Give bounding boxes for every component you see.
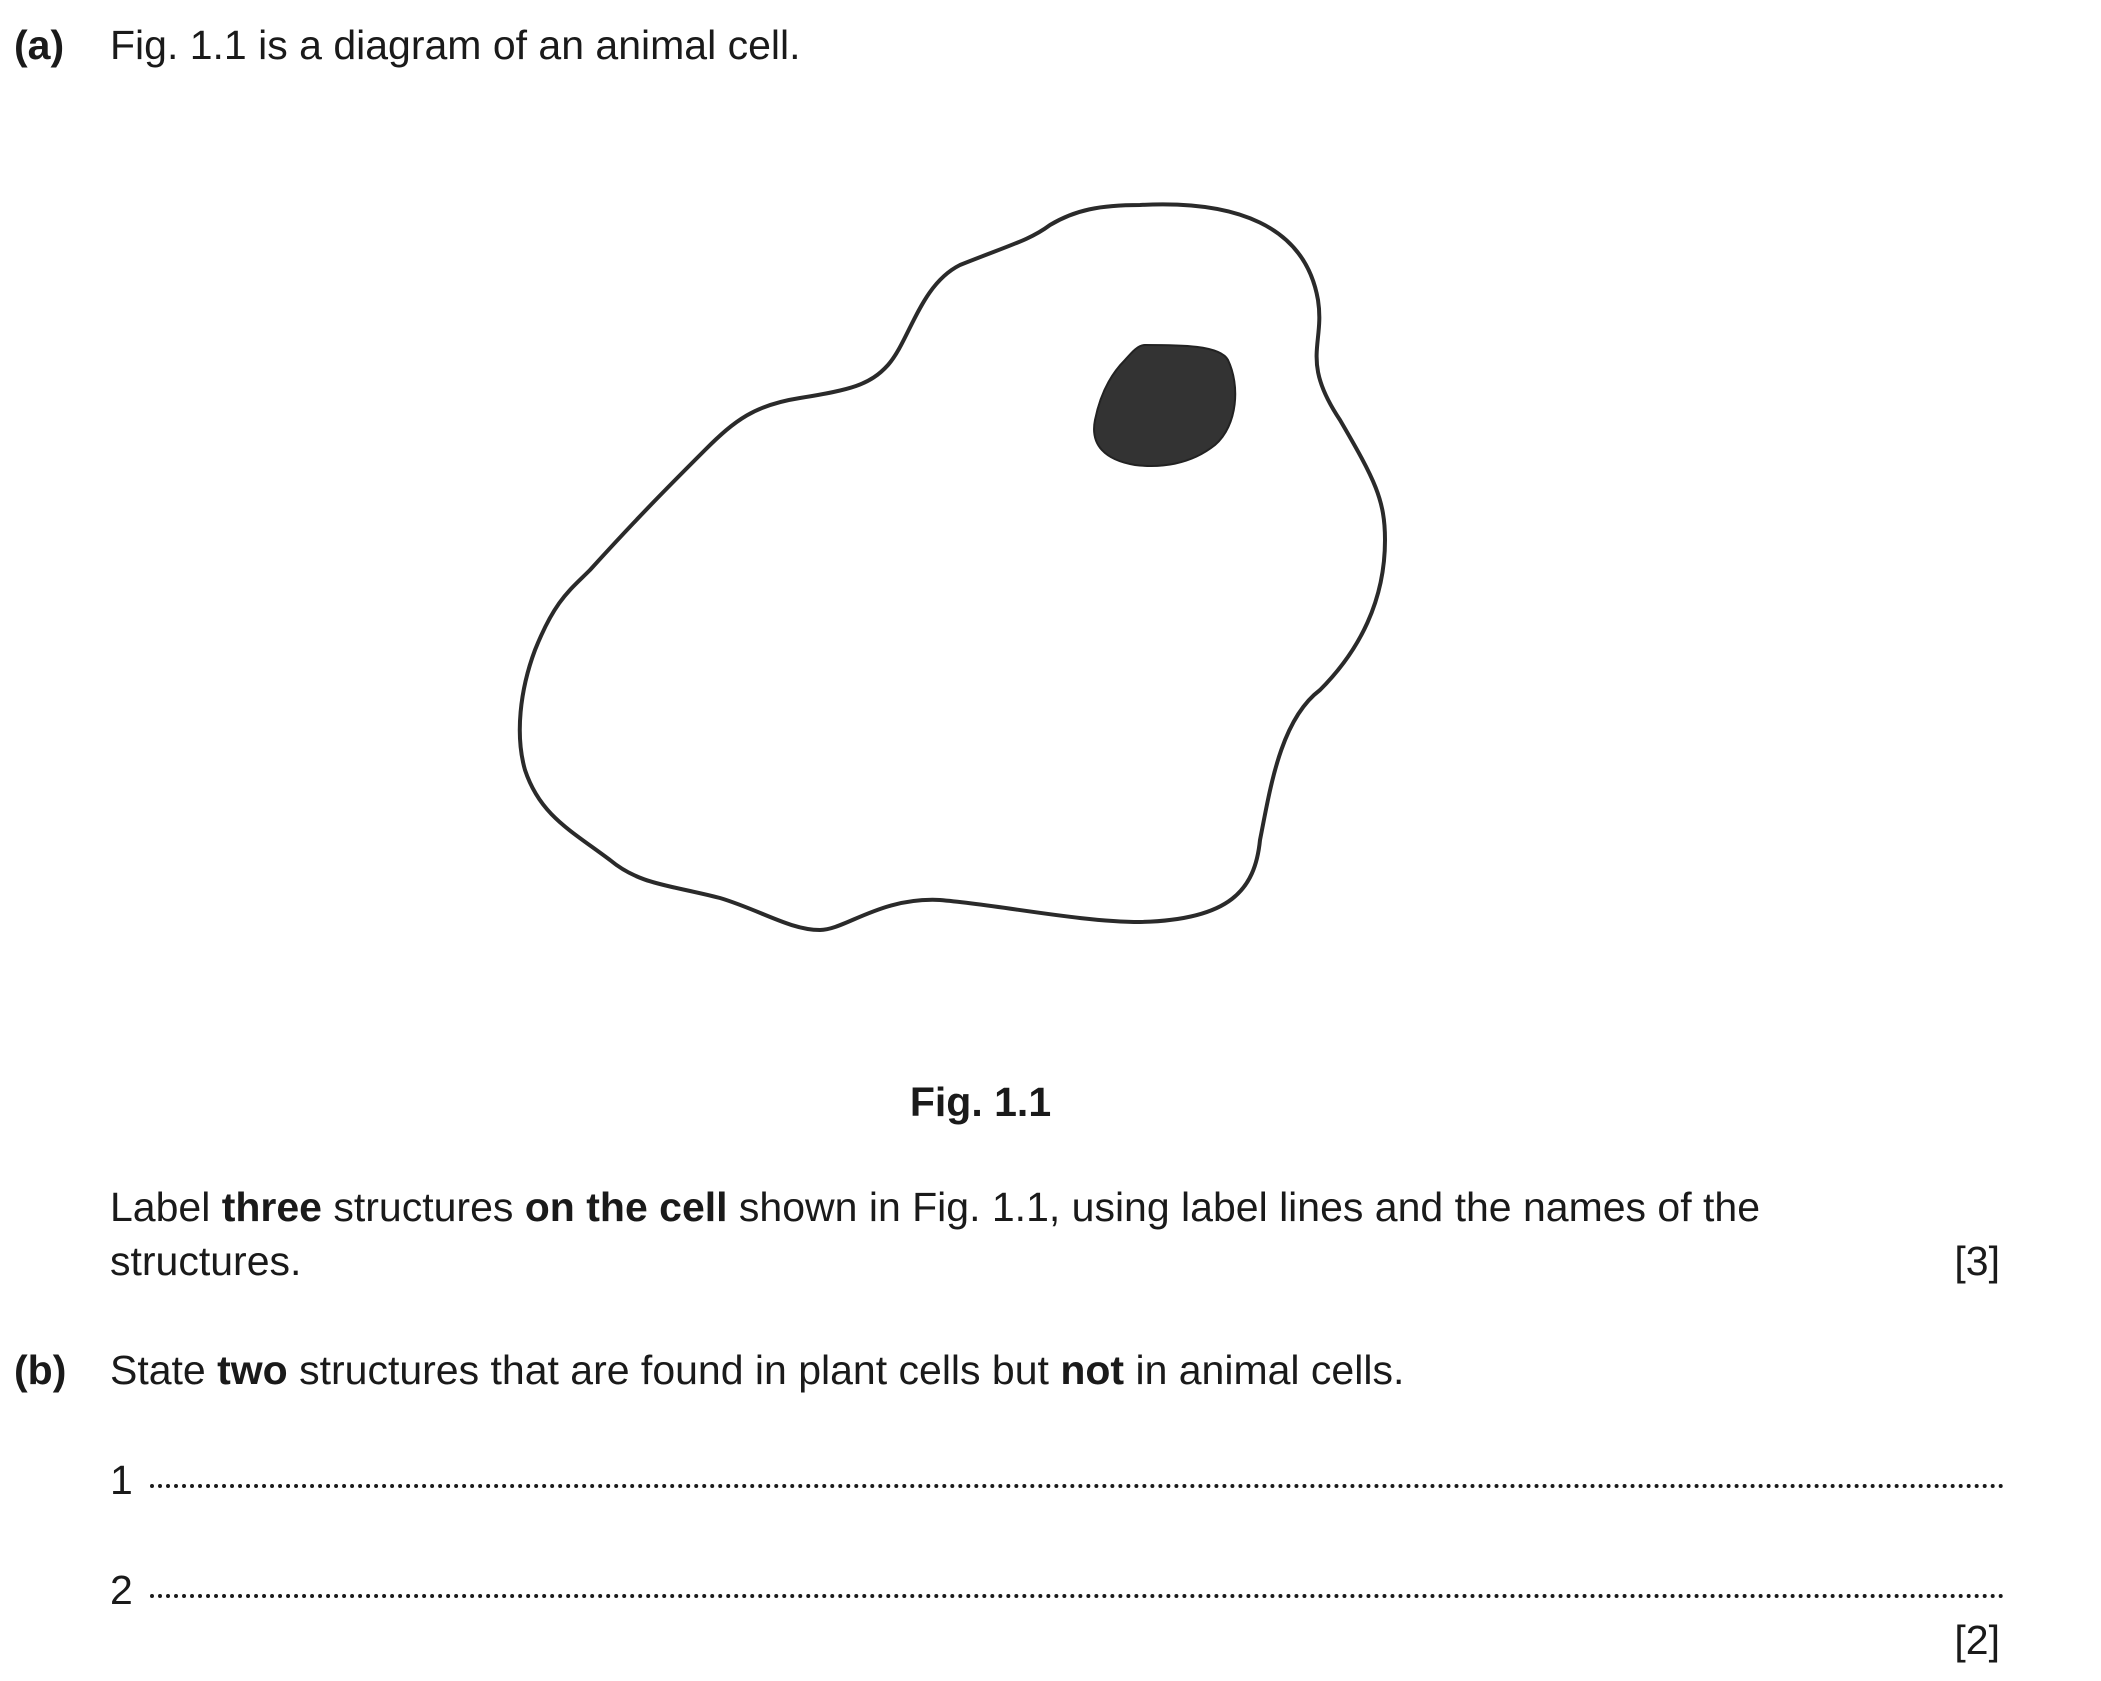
answer-line-2[interactable] — [110, 1565, 2005, 1615]
part-a-instruction-line1: Label three structures on the cell shown in Fig. 1.1, using label lines and the names of the — [110, 1184, 1760, 1230]
part-b-marks: [2] — [1954, 1617, 2000, 1663]
part-a-label: (a) — [14, 22, 65, 68]
part-a-marks: [3] — [1954, 1238, 2000, 1284]
nucleus — [1094, 345, 1235, 466]
answer-dotted-line-2[interactable] — [150, 1594, 2005, 1598]
figure-caption: Fig. 1.1 — [909, 1079, 1052, 1125]
cell-membrane-outline — [520, 204, 1385, 930]
part-a-instruction-line2: structures. — [110, 1238, 302, 1284]
part-b-label: (b) — [14, 1347, 67, 1393]
part-b-question: State two structures that are found in plant cells but not in animal cells. — [110, 1347, 1405, 1393]
answer-dotted-line-1[interactable] — [150, 1484, 2005, 1488]
part-a-intro: Fig. 1.1 is a diagram of an animal cell. — [110, 22, 801, 68]
answer-number-2: 2 — [110, 1567, 133, 1613]
answer-number-1: 1 — [110, 1457, 133, 1503]
answer-line-1[interactable] — [110, 1455, 2005, 1505]
